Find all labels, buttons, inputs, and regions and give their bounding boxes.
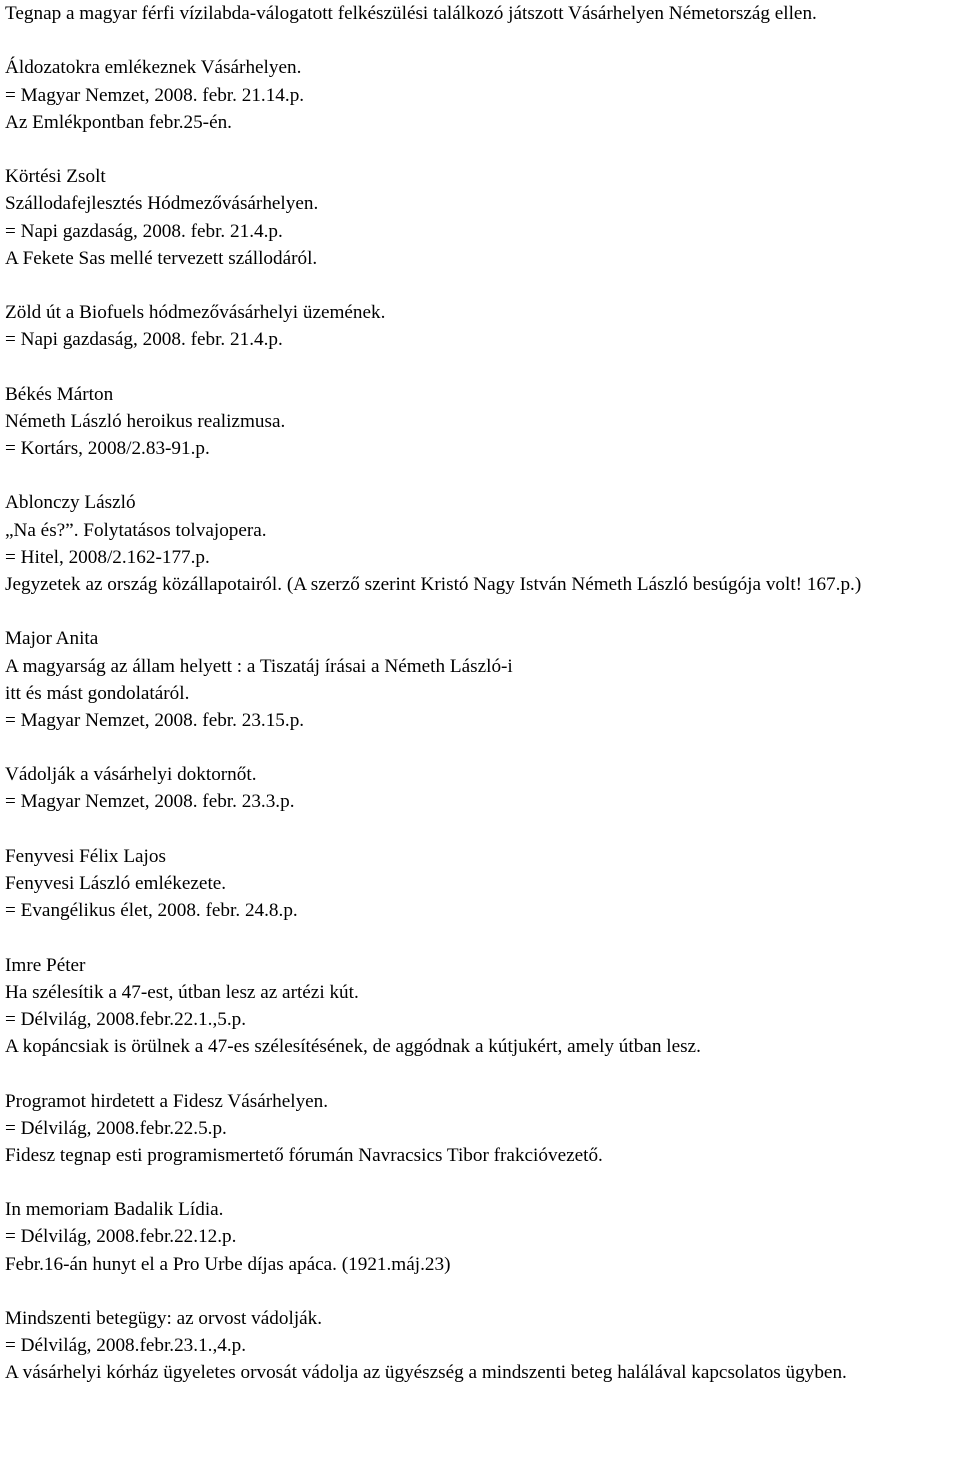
entry-separator bbox=[5, 462, 955, 489]
entry-fenyvesi bbox=[5, 843, 955, 925]
entry-doktorno bbox=[5, 761, 955, 815]
entry-author: Ablonczy László bbox=[5, 492, 136, 514]
entry-separator bbox=[5, 136, 955, 163]
entry-separator bbox=[5, 27, 955, 54]
entry-separator bbox=[5, 598, 955, 625]
entry-note: A kopáncsiak is örülnek a 47-es szélesítésének, de aggódnak a kútjukért, amely útban lesz. bbox=[5, 1036, 701, 1058]
entry-title: Németh László heroikus realizmusa. bbox=[5, 410, 286, 432]
entry-source: = Napi gazdaság, 2008. febr. 21.4.p. bbox=[5, 329, 283, 351]
entry-title: Vádolják a vásárhelyi doktornőt. bbox=[5, 764, 257, 786]
entry-badalik bbox=[5, 1196, 955, 1278]
entry-separator bbox=[5, 1278, 955, 1305]
entry-separator bbox=[5, 353, 955, 380]
entry-source: = Hitel, 2008/2.162-177.p. bbox=[5, 546, 210, 568]
entry-title: In memoriam Badalik Lídia. bbox=[5, 1199, 224, 1221]
entry-title: Programot hirdetett a Fidesz Vásárhelyen. bbox=[5, 1090, 329, 1112]
entry-waterpolo bbox=[5, 0, 955, 27]
entry-source: = Délvilág, 2008.febr.22.1.,5.p. bbox=[5, 1008, 247, 1030]
entry-title: „Na és?”. Folytatásos tolvajopera. bbox=[5, 519, 267, 541]
entry-separator bbox=[5, 272, 955, 299]
entry-author: Körtési Zsolt bbox=[5, 166, 106, 188]
entry-nemeth-realizmus bbox=[5, 381, 955, 463]
entry-separator bbox=[5, 816, 955, 843]
entry-separator bbox=[5, 1169, 955, 1196]
entry-author: Békés Márton bbox=[5, 383, 114, 405]
entry-title: Ha szélesítik a 47-est, útban lesz az artézi kút. bbox=[5, 981, 359, 1003]
entry-title: Zöld út a Biofuels hódmezővásárhelyi üzemének. bbox=[5, 302, 386, 324]
entry-title: Fenyvesi László emlékezete. bbox=[5, 873, 227, 895]
entry-mindszenti bbox=[5, 1305, 955, 1387]
entry-separator bbox=[5, 924, 955, 951]
entry-source: = Délvilág, 2008.febr.23.1.,4.p. bbox=[5, 1335, 247, 1357]
entry-aldozatokra bbox=[5, 54, 955, 136]
entry-arteziku bbox=[5, 952, 955, 1061]
entry-title-continued: itt és mást gondolatáról. bbox=[5, 682, 190, 704]
entry-note: Az Emlékpontban febr.25-én. bbox=[5, 111, 232, 133]
entry-title: Szállodafejlesztés Hódmezővásárhelyen. bbox=[5, 193, 319, 215]
entry-fidesz bbox=[5, 1088, 955, 1170]
entry-source: = Magyar Nemzet, 2008. febr. 23.3.p. bbox=[5, 791, 295, 813]
document-body bbox=[5, 0, 955, 1387]
entry-author: Imre Péter bbox=[5, 954, 86, 976]
entry-note: Fidesz tegnap esti programismertető fórumán Navracsics Tibor frakcióvezető. bbox=[5, 1144, 603, 1166]
entry-szallodafejlesztes bbox=[5, 163, 955, 272]
entry-tolvajopera bbox=[5, 489, 955, 598]
entry-separator bbox=[5, 734, 955, 761]
entry-source: = Magyar Nemzet, 2008. febr. 23.15.p. bbox=[5, 709, 305, 731]
entry-source: = Napi gazdaság, 2008. febr. 21.4.p. bbox=[5, 220, 283, 242]
entry-title: A magyarság az állam helyett : a Tiszatáj írásai a Németh László-i bbox=[5, 655, 513, 677]
entry-note: A Fekete Sas mellé tervezett szállodáról. bbox=[5, 247, 318, 269]
entry-tiszataj bbox=[5, 625, 955, 734]
entry-source: = Délvilág, 2008.febr.22.5.p. bbox=[5, 1117, 227, 1139]
entry-text: Tegnap a magyar férfi vízilabda-válogatott felkészülési találkozó játszott Vásárhelyen Németország ellen. bbox=[5, 3, 817, 24]
entry-source: = Délvilág, 2008.febr.22.12.p. bbox=[5, 1226, 237, 1248]
entry-note: Jegyzetek az ország közállapotairól. (A szerző szerint Kristó Nagy István Németh László besúgója volt! 167.p.) bbox=[5, 573, 862, 595]
entry-note: Febr.16-án hunyt el a Pro Urbe díjas apáca. (1921.máj.23) bbox=[5, 1253, 451, 1275]
entry-note: A vásárhelyi kórház ügyeletes orvosát vádolja az ügyészség a mindszenti beteg halálával kapcsolatos ügyben. bbox=[5, 1362, 847, 1384]
entry-source: = Magyar Nemzet, 2008. febr. 21.14.p. bbox=[5, 84, 305, 106]
entry-title: Áldozatokra emlékeznek Vásárhelyen. bbox=[5, 57, 302, 79]
entry-separator bbox=[5, 1060, 955, 1087]
entry-author: Fenyvesi Félix Lajos bbox=[5, 845, 166, 867]
entry-source: = Evangélikus élet, 2008. febr. 24.8.p. bbox=[5, 900, 298, 922]
entry-title: Mindszenti betegügy: az orvost vádolják. bbox=[5, 1308, 323, 1330]
entry-author: Major Anita bbox=[5, 628, 99, 650]
entry-source: = Kortárs, 2008/2.83-91.p. bbox=[5, 438, 210, 460]
entry-biofuels bbox=[5, 299, 955, 353]
